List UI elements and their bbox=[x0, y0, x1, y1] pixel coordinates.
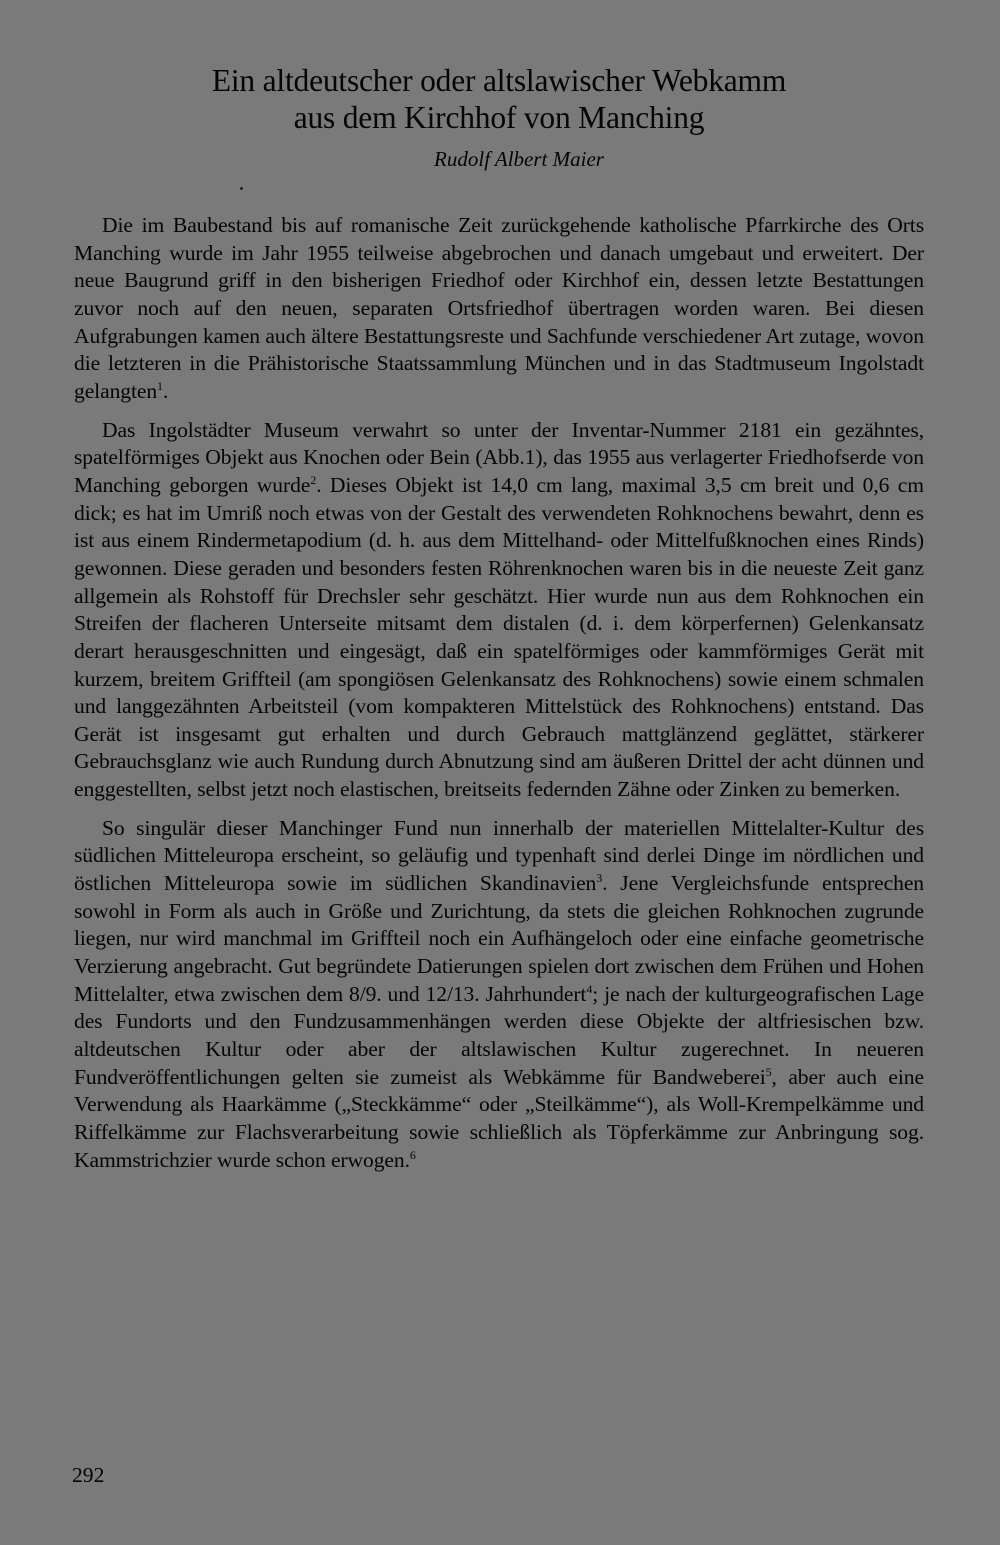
paragraph-text-tail: , aber auch eine Verwendung als Haarkämme („Steckkämme“ oder „Steilkämme“), als Woll-Krempelkämme und Riffelkämme zur Flachsverarbeitung sowie schließlich als Töpferkämme zur Anbringung sog. Kammstrichzier wurde schon erwogen. bbox=[74, 1064, 924, 1172]
paragraph-text: Die im Baubestand bis auf romanische Zeit zurückgehende katholische Pfarrkirche des Orts Manching wurde im Jahr 1955 teilweise abgebrochen und danach umgebaut und erweitert. Der neue Baugrund griff in den bisherigen Friedhof oder Kirchhof ein, dessen letzte Bestattungen zuvor noch auf den neuen, separaten Ortsfriedhof übertragen worden waren. Bei diesen Aufgrabungen kamen auch ältere Bestattungsreste und Sachfunde verschiedener Art zutage, wovon die letzteren in die Prähistorische Staatssammlung München und in das Stadtmuseum Ingolstadt gelangten bbox=[74, 213, 924, 403]
article bbox=[74, 62, 924, 1185]
paragraph-text-tail: ; je nach der kulturgeografischen Lage des Fundorts und den Fundzusammenhängen werden diese Objekte der altfriesischen bzw. altdeutschen Kultur oder aber der altslawischen Kultur zugerechnet. In neueren Fundveröffentlichungen gelten sie zumeist als Webkämme für Bandweberei bbox=[74, 981, 924, 1089]
paragraph-text-tail: . Jene Vergleichsfunde entsprechen sowohl in Form als auch in Größe und Zurichtung, da stets die gleichen Rohknochen zugrunde liegen, nur wird manchmal im Griffteil noch ein Aufhängeloch oder eine einfache geometrische Verzierung angebracht. Gut begründete Datierungen spielen dort zwischen dem Frühen und Hohen Mittelalter, etwa zwischen dem 8/9. und 12/13. Jahrhundert bbox=[74, 871, 924, 1006]
speck-mark bbox=[240, 187, 243, 190]
footnote-ref: 3 bbox=[596, 870, 603, 885]
title-line-2: aus dem Kirchhof von Manching bbox=[293, 100, 705, 135]
title-line-1: Ein altdeutscher oder altslawischer Webkamm bbox=[211, 63, 787, 98]
footnote-ref: 4 bbox=[586, 981, 593, 996]
paragraph-1 bbox=[74, 212, 924, 406]
page-number: 292 bbox=[72, 1463, 105, 1487]
footnote-ref: 6 bbox=[409, 1147, 416, 1162]
footnote-ref: 5 bbox=[765, 1064, 772, 1079]
paragraph-text: Das Ingolstädter Museum verwahrt so unter der Inventar-Nummer 2181 ein gezähntes, spatelförmiges Objekt aus Knochen oder Bein (Abb.1), das 1955 aus verlagerter Friedhofserde von Manching geborgen wurde bbox=[74, 417, 924, 497]
footnote-ref: 1 bbox=[157, 378, 163, 393]
paragraph-text-tail: . Dieses Objekt ist 14,0 cm lang, maximal 3,5 cm breit und 0,6 cm dick; es hat im Umriß noch etwas von der Gestalt des verwendeten Rohknochens bewahrt, denn es ist aus einem Rindermetapodium (d. h. aus dem Mittelhand- oder Mittelfußknochen eines Rinds) gewonnen. Diese geraden und besonders festen Röhrenknochen waren bis in die neueste Zeit ganz allgemein als Rohstoff für Drechsler sehr geschätzt. Hier wurde nun aus dem Rohknochen ein Streifen der flacheren Unterseite mitsamt dem distalen (d. i. dem körperfernen) Gelenkansatz derart herausgeschnitten und eingesägt, daß ein spatelförmiges oder kammförmiges Gerät mit kurzem, breitem Griffteil (am spongiösen Gelenkansatz des Rohknochens) sowie einem schmalen und langgezähnten Arbeitsteil (vom kompakteren Mittelstück des Rohknochens) entstand. Das Gerät ist insgesamt gut erhalten und durch Gebrauch mattglänzend geglättet, stärkerer Gebrauchsglanz wie auch Rundung durch Abnutzung sind am äußeren Drittel der acht dünnen und enggestellten, selbst jetzt noch elastischen, breitseits federnden Zähne oder Zinken zu bemerken. bbox=[74, 472, 924, 802]
article-body bbox=[74, 212, 924, 1174]
article-title bbox=[74, 62, 924, 136]
footnote-ref: 2 bbox=[310, 472, 317, 487]
paragraph-2 bbox=[74, 417, 924, 804]
author-name: Rudolf Albert Maier bbox=[434, 147, 604, 171]
paragraph-text-tail: . bbox=[162, 378, 169, 403]
paragraph-text: So singulär dieser Manchinger Fund nun innerhalb der materiellen Mittelalter-Kultur des südlichen Mitteleuropa erscheint, so geläufig und typenhaft sind derlei Dinge im nördlichen und östlichen Mitteleuropa sowie im südlichen Skandinavien bbox=[74, 815, 924, 896]
paragraph-3 bbox=[74, 815, 924, 1175]
